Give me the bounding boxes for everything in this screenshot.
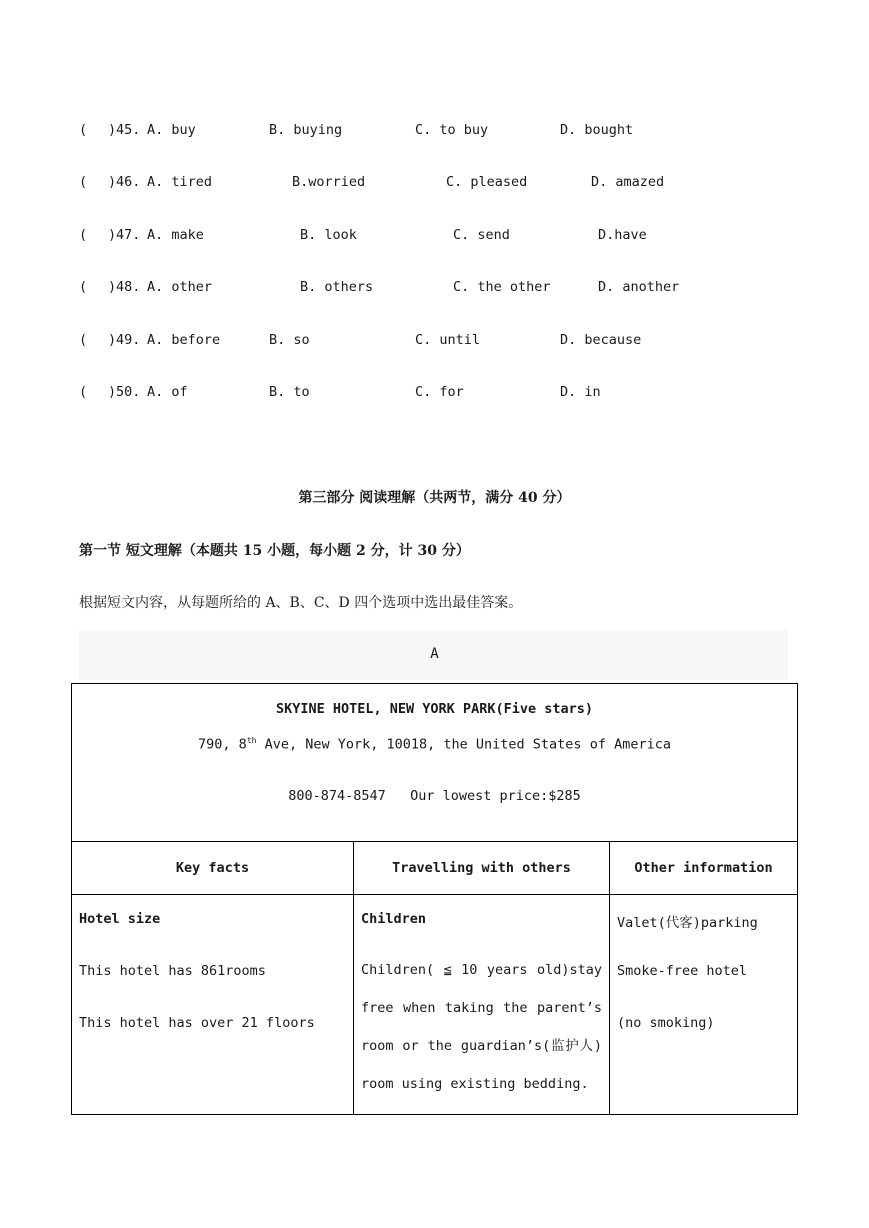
column-header-travelling: Travelling with others — [354, 842, 610, 895]
answer-bracket-open: ( — [79, 279, 88, 295]
key-facts-cell — [72, 895, 354, 1115]
question-number: 48. — [116, 279, 141, 295]
option-d: D.have — [598, 227, 647, 243]
option-b: B.worried — [292, 174, 366, 190]
option-b: B. look — [300, 227, 357, 243]
answer-bracket-close: ) — [108, 384, 117, 400]
hotel-floors-text: This hotel has over 21 floors — [79, 1015, 315, 1031]
passage-label: A — [430, 646, 439, 662]
instruction-text: 根据短文内容，从每题所给的 A、B、C、D 四个选项中选出最佳答案。 — [79, 595, 523, 611]
question-row — [0, 122, 869, 142]
children-policy-text: Children( ≦ 10 years old)stay free when taking the parent’s room or the guardian’s(监护人) room using existing bedding. — [361, 962, 602, 1092]
answer-bracket-close: ) — [108, 279, 117, 295]
section-title: 第三部分 阅读理解（共两节，满分 40 分） — [298, 490, 571, 506]
subsection-title: 第一节 短文理解（本题共 15 小题，每小题 2 分，计 30 分） — [79, 543, 470, 559]
answer-bracket-close: ) — [108, 174, 117, 190]
option-b: B. others — [300, 279, 374, 295]
option-c: C. send — [453, 227, 510, 243]
question-number: 47. — [116, 227, 141, 243]
answer-bracket-open: ( — [79, 227, 88, 243]
option-d: D. because — [560, 332, 642, 348]
option-a: A. before — [147, 332, 221, 348]
answer-bracket-open: ( — [79, 174, 88, 190]
question-row — [0, 279, 869, 299]
option-c: C. the other — [453, 279, 551, 295]
answer-bracket-open: ( — [79, 384, 88, 400]
column-header-key-facts: Key facts — [72, 842, 354, 895]
option-a: A. buy — [147, 122, 196, 138]
option-b: B. so — [269, 332, 310, 348]
answer-bracket-close: ) — [108, 227, 117, 243]
valet-parking-text: Valet(代客)parking — [617, 915, 758, 931]
option-c: C. for — [415, 384, 464, 400]
travelling-cell — [354, 895, 610, 1115]
hotel-address: 790, 8th Ave, New York, 10018, the United States of America — [198, 736, 671, 753]
option-a: A. make — [147, 227, 204, 243]
option-d: D. another — [598, 279, 680, 295]
answer-bracket-open: ( — [79, 122, 88, 138]
option-c: C. to buy — [415, 122, 489, 138]
question-row — [0, 384, 869, 404]
question-number: 45. — [116, 122, 141, 138]
other-info-cell — [610, 895, 798, 1115]
smoke-free-text: Smoke-free hotel — [617, 963, 748, 979]
option-c: C. until — [415, 332, 481, 348]
option-a: A. of — [147, 384, 188, 400]
answer-bracket-close: ) — [108, 332, 117, 348]
children-heading: Children — [361, 911, 427, 927]
question-row — [0, 174, 869, 194]
answer-bracket-open: ( — [79, 332, 88, 348]
question-number: 50. — [116, 384, 141, 400]
question-row — [0, 332, 869, 352]
question-number: 46. — [116, 174, 141, 190]
hotel-size-heading: Hotel size — [79, 911, 161, 927]
option-a: A. other — [147, 279, 213, 295]
hotel-header-cell — [72, 684, 798, 842]
option-b: B. to — [269, 384, 310, 400]
column-header-other-info: Other information — [610, 842, 798, 895]
question-number: 49. — [116, 332, 141, 348]
answer-bracket-close: ) — [108, 122, 117, 138]
hotel-info-table — [71, 683, 798, 1115]
hotel-name: SKYINE HOTEL, NEW YORK PARK(Five stars) — [276, 701, 593, 717]
question-row — [0, 227, 869, 247]
hotel-rooms-text: This hotel has 861rooms — [79, 963, 266, 979]
option-d: D. in — [560, 384, 601, 400]
option-a: A. tired — [147, 174, 213, 190]
hotel-contact: 800-874-8547 Our lowest price:$285 — [288, 788, 581, 804]
no-smoking-text: (no smoking) — [617, 1015, 715, 1031]
option-b: B. buying — [269, 122, 343, 138]
option-d: D. bought — [560, 122, 634, 138]
option-d: D. amazed — [591, 174, 665, 190]
option-c: C. pleased — [446, 174, 528, 190]
